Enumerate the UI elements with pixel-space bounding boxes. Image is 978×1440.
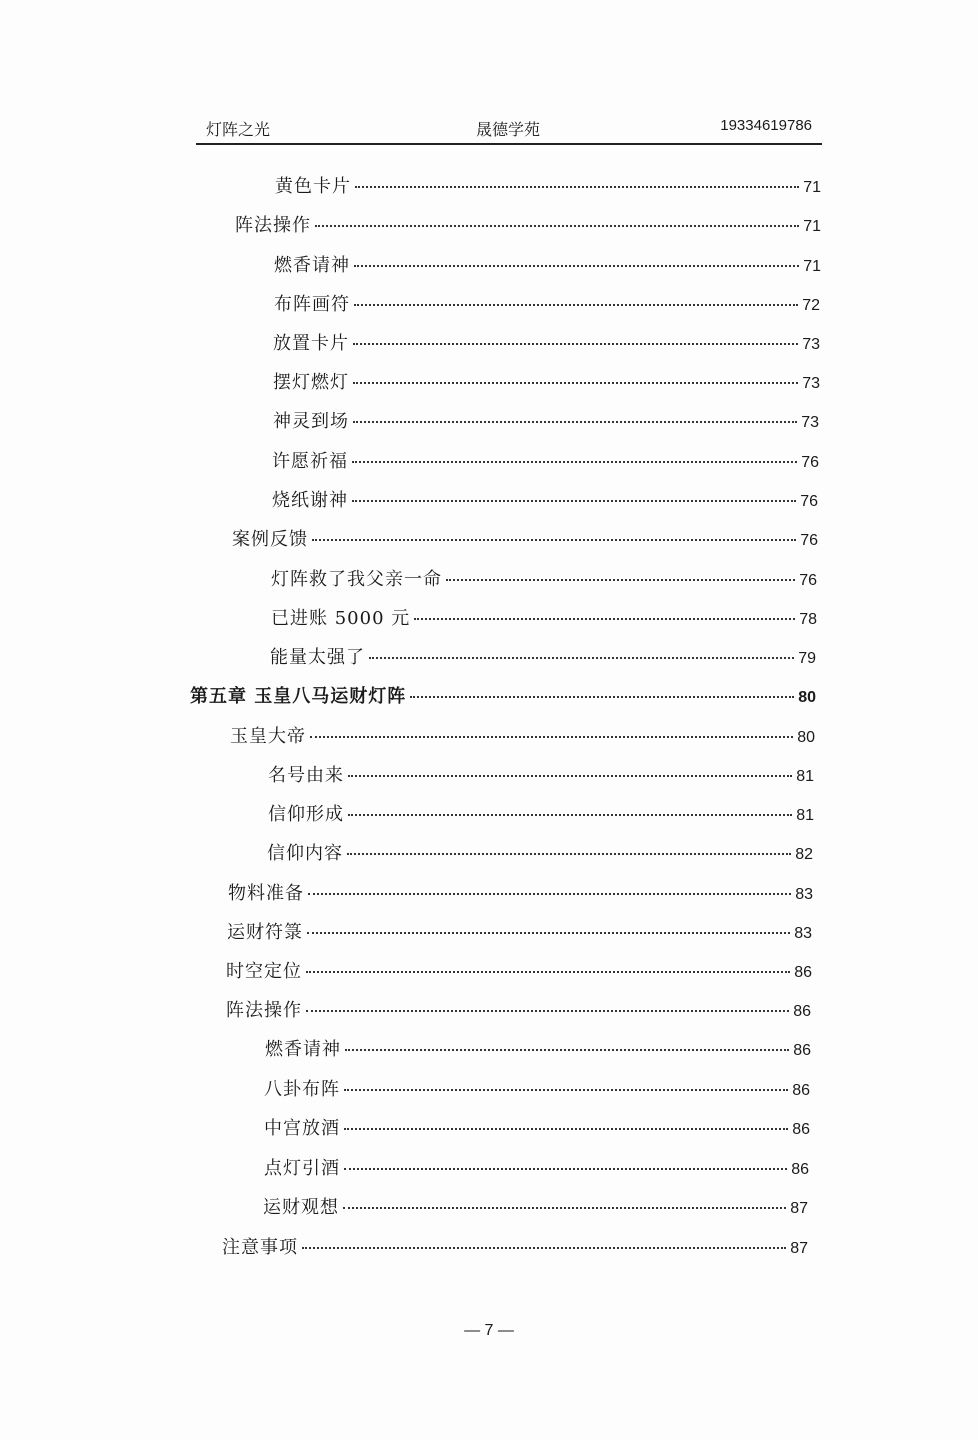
toc-leader-dots [348,775,792,777]
toc-entry [273,329,820,357]
toc-leader-dots [306,1010,789,1012]
toc-entry-page: 86 [791,1161,809,1178]
toc-entry [265,1035,811,1063]
toc-entry-page: 86 [794,964,812,981]
toc-entry-title: 能量太强了 [270,647,365,668]
toc-entry [267,839,813,867]
toc-entry [228,879,813,907]
toc-entry [232,525,818,553]
toc-entry [271,565,817,593]
toc-entry-page: 71 [803,258,821,275]
toc-entry-title: 运财观想 [263,1197,339,1218]
toc-entry-title: 名号由来 [268,765,344,786]
toc-entry-page: 83 [794,925,812,942]
toc-entry-page: 81 [796,807,814,824]
toc-leader-dots [306,971,790,973]
header-publisher: 晟德学苑 [476,120,541,139]
toc-leader-dots [344,1089,788,1091]
toc-entry-page: 86 [793,1003,811,1020]
toc-entry-page: 83 [795,886,813,903]
toc-chapter-entry [190,682,816,710]
toc-leader-dots [352,461,797,463]
page-number: — 7 — [464,1322,514,1339]
toc-entry-title: 烧纸谢神 [272,490,348,511]
toc-entry-page: 73 [801,414,819,431]
toc-entry-title: 信仰形成 [268,804,344,825]
toc-leader-dots [353,421,797,423]
toc-entry-page: 80 [797,729,815,746]
toc-entry-page: 80 [798,689,816,706]
toc-entry [272,447,819,475]
toc-leader-dots [446,579,795,581]
toc-leader-dots [344,1168,787,1170]
page-header [196,115,822,145]
toc-entry [274,290,820,318]
toc-leader-dots [348,814,792,816]
toc-entry-title: 神灵到场 [273,411,349,432]
toc-entry-title: 燃香请神 [265,1039,341,1060]
toc-entry-page: 79 [798,650,816,667]
toc-leader-dots [354,304,798,306]
toc-entry-title: 中宫放酒 [264,1118,340,1139]
toc-entry [268,800,814,828]
toc-entry-page: 76 [801,454,819,471]
toc-entry-title: 阵法操作 [226,1000,302,1021]
toc-entry-page: 82 [795,846,813,863]
toc-entry-page: 71 [803,218,821,235]
toc-entry-page: 86 [793,1042,811,1059]
toc-entry-page: 76 [800,493,818,510]
toc-entry-title: 案例反馈 [232,529,308,550]
toc-leader-dots [347,853,791,855]
toc-entry [230,722,815,750]
toc-entry [271,604,817,632]
toc-entry-title: 信仰内容 [267,843,343,864]
toc-leader-dots [307,932,790,934]
toc-entry-page: 73 [802,375,820,392]
toc-entry [264,1154,809,1182]
toc-entry-page: 76 [800,532,818,549]
toc-leader-dots [410,696,794,698]
toc-entry-title: 布阵画符 [274,294,350,315]
toc-leader-dots [354,265,799,267]
toc-leader-dots [343,1207,786,1209]
toc-entry [264,1114,810,1142]
toc-leader-dots [344,1128,788,1130]
toc-entry-title: 阵法操作 [235,215,311,236]
toc-entry-page: 87 [790,1240,808,1257]
toc-entry-title: 时空定位 [226,961,302,982]
toc-entry [226,996,811,1024]
toc-entry-title: 物料准备 [228,883,304,904]
toc-entry-page: 73 [802,336,820,353]
toc-entry [222,1233,808,1261]
toc-entry [268,761,814,789]
toc-leader-dots [355,186,799,188]
toc-entry-page: 86 [792,1082,810,1099]
toc-entry [273,407,819,435]
toc-leader-dots [315,225,799,227]
toc-entry-title: 玉皇大帝 [230,726,306,747]
toc-entry-title: 放置卡片 [273,333,349,354]
toc-leader-dots [352,500,796,502]
toc-entry-page: 86 [792,1121,810,1138]
toc-entry [235,211,821,239]
toc-entry-title: 摆灯燃灯 [273,372,349,393]
toc-entry [227,918,812,946]
toc-leader-dots [353,343,798,345]
toc-entry-title: 八卦布阵 [264,1079,340,1100]
toc-entry [273,368,820,396]
toc-entry-title: 黄色卡片 [275,176,351,197]
toc-entry [263,1193,808,1221]
toc-entry-title: 灯阵救了我父亲一命 [271,569,442,590]
toc-entry [274,251,821,279]
toc-entry [275,172,821,200]
toc-entry-title: 许愿祈福 [272,451,348,472]
toc-entry-page: 87 [790,1200,808,1217]
toc-leader-dots [308,893,791,895]
header-phone: 19334619786 [720,117,812,134]
toc-entry [272,486,818,514]
toc-entry [264,1075,810,1103]
toc-leader-dots [353,382,798,384]
toc-entry-page: 78 [799,611,817,628]
toc-leader-dots [310,736,793,738]
toc-entry-page: 76 [799,572,817,589]
header-book-title: 灯阵之光 [206,120,271,139]
toc-entry [270,643,816,671]
toc-entry-title: 注意事项 [222,1237,298,1258]
toc-entry-title: 点灯引酒 [264,1158,340,1179]
toc-entry-page: 71 [803,179,821,196]
toc-leader-dots [345,1049,789,1051]
toc-leader-dots [369,657,794,659]
toc-leader-dots [302,1247,786,1249]
toc-chapter-title: 第五章 玉皇八马运财灯阵 [190,686,407,707]
toc-entry [226,957,812,985]
toc-leader-dots [312,539,796,541]
toc-entry-page: 81 [796,768,814,785]
toc-leader-dots [414,618,795,620]
toc-entry-page: 72 [802,297,820,314]
toc-entry-title: 燃香请神 [274,255,350,276]
toc-entry-title: 已进账 5000 元 [271,608,411,629]
toc-entry-title: 运财符箓 [227,922,303,943]
